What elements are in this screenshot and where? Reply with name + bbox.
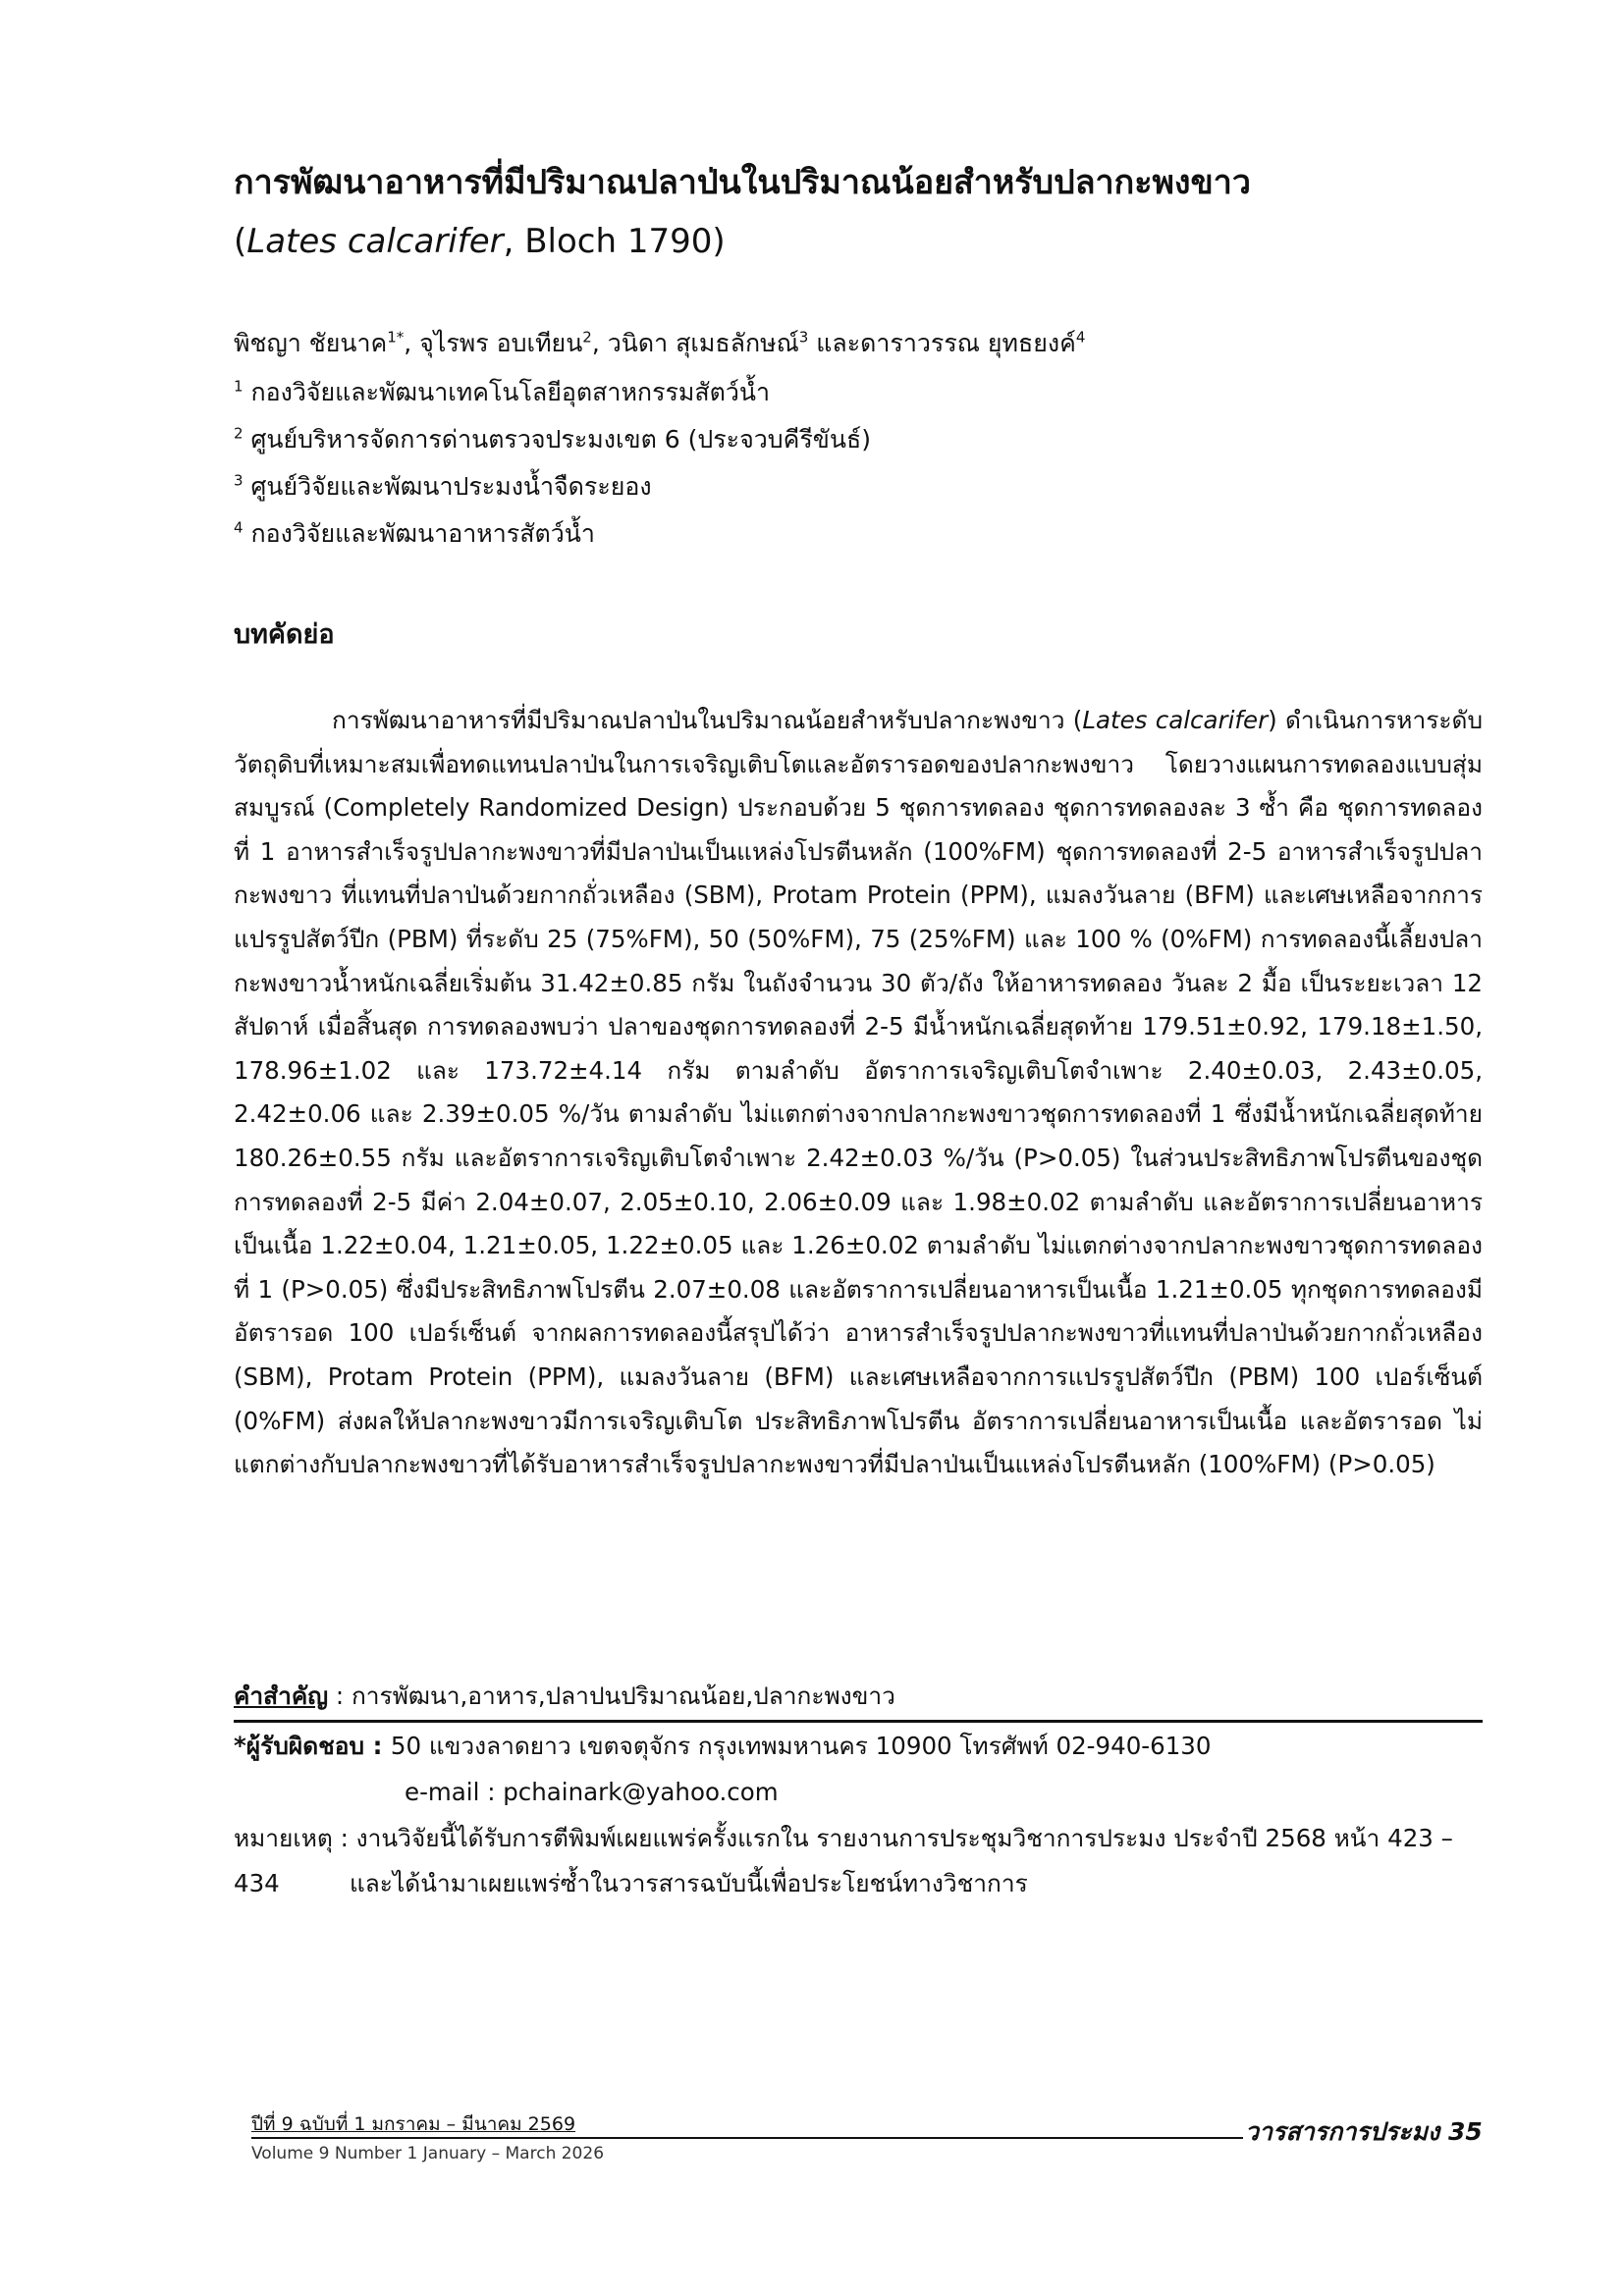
author-3: , วนิดา สุเมธลักษณ์: [591, 329, 799, 357]
affiliation-1-text: กองวิจัยและพัฒนาเทคโนโลยีอุตสาหกรรมสัตว์น้ำ: [243, 378, 771, 406]
footer-rule: [251, 2137, 1243, 2139]
affiliation-3: [234, 465, 1490, 508]
corresponding-label: *ผู้รับผิดชอบ: [234, 1732, 365, 1760]
author-2: , จุไรพร อบเทียน: [404, 329, 583, 357]
affiliation-1-num: 1: [234, 377, 244, 396]
author-2-mark: 2: [582, 328, 592, 347]
keywords-divider: [234, 1720, 1483, 1723]
publication-note-cont: และได้นำมาเผยแพร่ซ้ำในวารสารฉบับนี้เพื่อประโยชน์ทางวิชาการ: [350, 1869, 1028, 1897]
keywords-text: การพัฒนา,อาหาร,ปลาปนปริมาณน้อย,ปลากะพงขาว: [351, 1682, 895, 1710]
abstract-text-2: ) ดำเนินการหาระดับวัตถุดิบที่เหมาะสมเพื่อทดแทนปลาป่นในการเจริญเติบโตและอัตรารอดของปลากะพงขาว โดยวางแผนการทดลองแบบสุ่มสมบูรณ์ (Completely Randomized Design) ประกอบด้วย 5 ชุดการทดลอง ชุดการทดลองละ 3 ซ้ำ คือ ชุดการทดลองที่ 1 อาหารสำเร็จรูปปลากะพงขาวที่มีปลาป่นเป็นแหล่งโปรตีนหลัก (100%FM) ชุดการทดลองที่ 2-5 อาหารสำเร็จรูปปลากะพงขาว ที่แทนที่ปลาป่นด้วยกากถั่วเหลือง (SBM), Protam Protein (PPM), แมลงวันลาย (BFM) และเศษเหลือจากการแปรรูปสัตว์ปีก (PBM) ที่ระดับ 25 (75%FM), 50 (50%FM), 75 (25%FM) และ 100 % (0%FM) การทดลองนี้เลี้ยงปลากะพงขาวน้ำหนักเฉลี่ยเริ่มต้น 31.42±0.85 กรัม ในถังจำนวน 30 ตัว/ถัง ให้อาหารทดลอง วันละ 2 มื้อ เป็นระยะเวลา 12 สัปดาห์ เมื่อสิ้นสุด การทดลองพบว่า ปลาของชุดการทดลองที่ 2-5 มีน้ำหนักเฉลี่ยสุดท้าย 179.51±0.92, 179.18±1.50, 178.96±1.02 และ 173.72±4.14 กรัม ตามลำดับ อัตราการเจริญเติบโตจำเพาะ 2.40±0.03, 2.43±0.05, 2.42±0.06 และ 2.39±0.05 %/วัน ตามลำดับ ไม่แตกต่างจากปลากะพงขาวชุดการทดลองที่ 1 ซึ่งมีน้ำหนักเฉลี่ยสุดท้าย 180.26±0.55 กรัม และอัตราการเจริญเติบโตจำเพาะ 2.42±0.03 %/วัน (P>0.05) ในส่วนประสิทธิภาพโปรตีนของชุดการทดลองที่ 2-5 มีค่า 2.04±0.07, 2.05±0.10, 2.06±0.09 และ 1.98±0.02 ตามลำดับ และอัตราการเปลี่ยนอาหารเป็นเนื้อ 1.22±0.04, 1.21±0.05, 1.22±0.05 และ 1.26±0.02 ตามลำดับ ไม่แตกต่างจากปลากะพงขาวชุดการทดลองที่ 1 (P>0.05) ซึ่งมีประสิทธิภาพโปรตีน 2.07±0.08 และอัตราการเปลี่ยนอาหารเป็นเนื้อ 1.21±0.05 ทุกชุดการทดลองมีอัตรารอด 100 เปอร์เซ็นต์ จากผลการทดลองนี้สรุปได้ว่า อาหารสำเร็จรูปปลากะพงขาวที่แทนที่ปลาป่นด้วยกากถั่วเหลือง (SBM), Protam Protein (PPM), แมลงวันลาย (BFM) และเศษเหลือจากการแปรรูปสัตว์ปีก (PBM) 100 เปอร์เซ็นต์ (0%FM) ส่งผลให้ปลากะพงขาวมีการเจริญเติบโต ประสิทธิภาพโปรตีน อัตราการเปลี่ยนอาหารเป็นเนื้อ และอัตรารอด ไม่แตกต่างกับปลากะพงขาวที่ได้รับอาหารสำเร็จรูปปลากะพงขาวที่มีปลาป่นเป็นแหล่งโปรตีนหลัก (100%FM) (P>0.05): [234, 706, 1483, 1479]
author-4: และดาราวรรณ ยุทธยงค์: [808, 329, 1076, 357]
footer-issue-thai: ปีที่ 9 ฉบับที่ 1 มกราคม – มีนาคม 2569: [251, 2113, 576, 2135]
abstract-body: [234, 699, 1483, 1487]
author-1: พิชญา ชัยนาค: [234, 329, 388, 357]
affiliation-4-num: 4: [234, 518, 244, 537]
affiliation-4: [234, 512, 1490, 556]
footer-journal-page: วารสารการประมง 35: [1245, 2117, 1483, 2146]
affiliation-2-num: 2: [234, 424, 244, 443]
affiliation-3-num: 3: [234, 471, 244, 490]
publication-note: หมายเหตุ : งานวิจัยนี้ได้รับการตีพิมพ์เผยแพร่ครั้งแรกใน รายงานการประชุมวิชาการประมง ประจำปี 2568 หน้า 423 – 434: [234, 1824, 1453, 1897]
abstract-species: Lates calcarifer: [1082, 706, 1269, 734]
corresponding-email: e-mail : pchainark@yahoo.com: [405, 1778, 779, 1806]
keywords: [234, 1677, 1483, 1716]
corresponding-sep: :: [364, 1732, 391, 1760]
abstract-heading: บทคัดย่อ: [234, 619, 335, 650]
author-1-mark: 1*: [387, 328, 405, 347]
title-species-name: Lates calcarifer: [246, 222, 504, 261]
keywords-label: คำสำคัญ: [234, 1682, 329, 1710]
affiliation-1: [234, 371, 1490, 414]
title-paren-open: (: [234, 222, 247, 261]
footer-issue-english: Volume 9 Number 1 January – March 2026: [251, 2144, 605, 2163]
affiliation-2: [234, 418, 1490, 461]
affiliation-4-text: กองวิจัยและพัฒนาอาหารสัตว์น้ำ: [243, 519, 595, 548]
corresponding-author: [234, 1724, 1483, 1769]
keywords-sep: :: [328, 1682, 352, 1710]
author-4-mark: 4: [1075, 328, 1086, 347]
author-list: [234, 322, 1490, 365]
abstract-text-1: การพัฒนาอาหารที่มีปริมาณปลาป่นในปริมาณน้อยสำหรับปลากะพงขาว (: [332, 706, 1083, 734]
corresponding-address: 50 แขวงลาดยาว เขตจตุจักร กรุงเทพมหานคร 10900 โทรศัพท์ 02-940-6130: [390, 1732, 1212, 1760]
title-authority: , Bloch 1790): [503, 222, 726, 261]
affiliation-3-text: ศูนย์วิจัยและพัฒนาประมงน้ำจืดระยอง: [243, 472, 652, 501]
affiliation-2-text: ศูนย์บริหารจัดการด่านตรวจประมงเขต 6 (ประจวบคีรีขันธ์): [243, 425, 871, 454]
paper-title-species: [234, 214, 1461, 269]
author-3-mark: 3: [798, 328, 809, 347]
paper-title: การพัฒนาอาหารที่มีปริมาณปลาป่นในปริมาณน้อยสำหรับปลากะพงขาว: [234, 163, 1251, 202]
